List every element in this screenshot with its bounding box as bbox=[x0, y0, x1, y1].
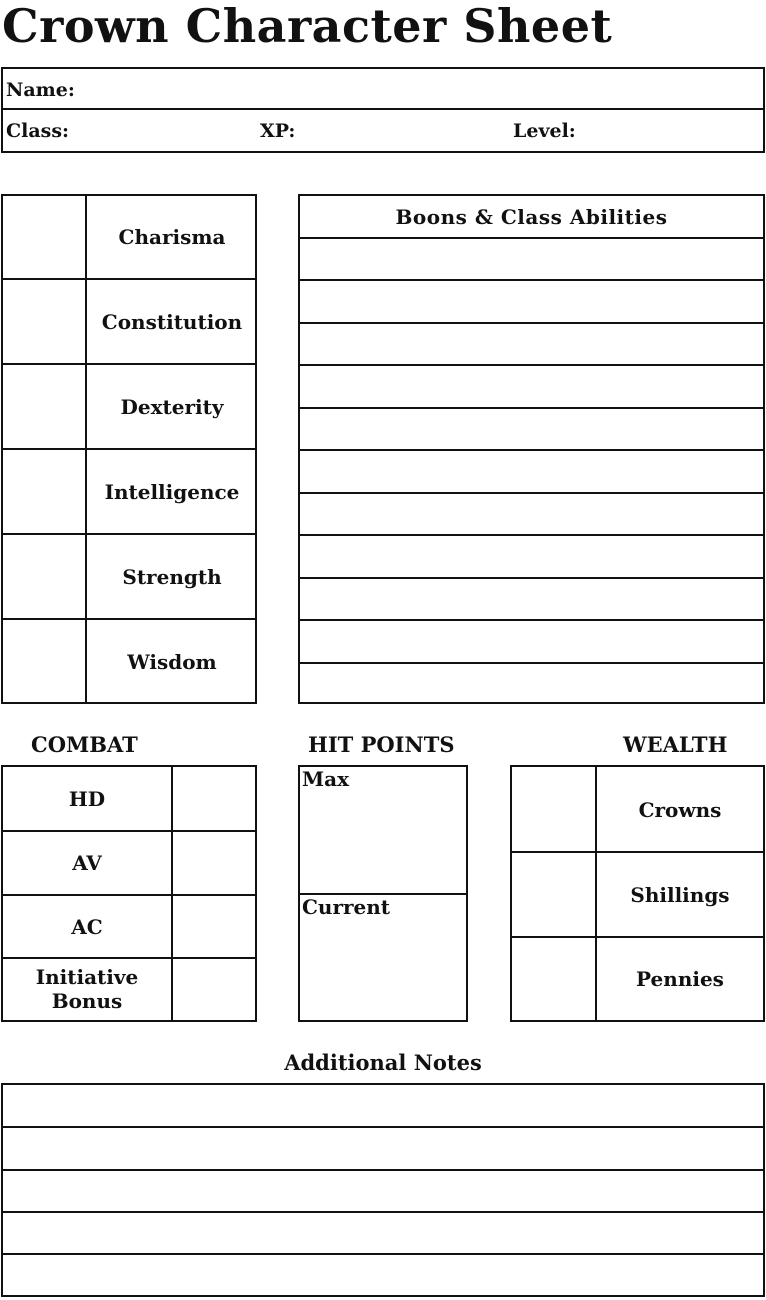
boons-line bbox=[300, 407, 763, 409]
boons-title: Boons & Class Abilities bbox=[395, 205, 668, 229]
boons-line bbox=[300, 279, 763, 281]
wealth-table bbox=[510, 765, 765, 1022]
hd-value[interactable] bbox=[173, 767, 257, 830]
attribute-label-dexterity: Dexterity bbox=[120, 394, 224, 419]
wealth-label-pennies: Pennies bbox=[636, 967, 724, 991]
combat-label-av: AV bbox=[72, 850, 102, 875]
combat-table bbox=[1, 765, 257, 1022]
name-field[interactable] bbox=[3, 69, 763, 110]
notes-line bbox=[3, 1126, 763, 1128]
constitution-score[interactable] bbox=[3, 280, 85, 362]
intelligence-score[interactable] bbox=[3, 450, 85, 532]
crowns-value[interactable] bbox=[512, 767, 595, 851]
notes-box[interactable] bbox=[1, 1083, 765, 1297]
attribute-label-wisdom: Wisdom bbox=[127, 649, 217, 674]
name-label: Name: bbox=[6, 79, 75, 101]
hp-current-label: Current bbox=[302, 895, 391, 919]
hp-current-field[interactable] bbox=[300, 919, 466, 1019]
av-value[interactable] bbox=[173, 831, 257, 894]
hp-max-field[interactable] bbox=[300, 791, 466, 891]
class-row bbox=[3, 110, 763, 151]
combat-label-ac: AC bbox=[71, 914, 103, 939]
hit-points-title: HIT POINTS bbox=[308, 732, 455, 757]
notes-title: Additional Notes bbox=[284, 1050, 482, 1075]
boons-line bbox=[300, 577, 763, 579]
boons-line bbox=[300, 449, 763, 451]
xp-label: XP: bbox=[260, 120, 296, 142]
attribute-label-intelligence: Intelligence bbox=[104, 479, 240, 504]
combat-label-hd: HD bbox=[68, 786, 106, 811]
level-label: Level: bbox=[513, 120, 576, 142]
boons-line bbox=[300, 662, 763, 664]
boons-line bbox=[300, 237, 763, 239]
boons-line bbox=[300, 322, 763, 324]
strength-score[interactable] bbox=[3, 535, 85, 617]
shillings-value[interactable] bbox=[512, 853, 595, 936]
attribute-label-charisma: Charisma bbox=[118, 224, 226, 249]
attribute-label-strength: Strength bbox=[122, 564, 222, 589]
combat-label-initiative: Initiative Bonus bbox=[35, 965, 139, 1013]
wealth-title: WEALTH bbox=[623, 732, 728, 757]
boons-line bbox=[300, 364, 763, 366]
boons-table bbox=[298, 194, 765, 704]
ac-value[interactable] bbox=[173, 895, 257, 958]
hp-max-label: Max bbox=[302, 767, 350, 791]
notes-line bbox=[3, 1211, 763, 1213]
identity-block bbox=[1, 67, 765, 153]
boons-line bbox=[300, 619, 763, 621]
boons-line bbox=[300, 534, 763, 536]
wealth-label-shillings: Shillings bbox=[630, 883, 730, 907]
pennies-value[interactable] bbox=[512, 938, 595, 1020]
hit-points-box bbox=[298, 765, 468, 1022]
boons-line bbox=[300, 492, 763, 494]
class-label: Class: bbox=[6, 120, 70, 142]
wealth-label-crowns: Crowns bbox=[638, 798, 722, 822]
attributes-table bbox=[1, 194, 257, 704]
wisdom-score[interactable] bbox=[3, 620, 85, 702]
page-title: Crown Character Sheet bbox=[2, 0, 613, 53]
notes-line bbox=[3, 1253, 763, 1255]
attribute-label-constitution: Constitution bbox=[101, 309, 243, 334]
combat-title: COMBAT bbox=[31, 732, 138, 757]
initiative-value[interactable] bbox=[173, 958, 257, 1020]
dexterity-score[interactable] bbox=[3, 365, 85, 447]
charisma-score[interactable] bbox=[3, 196, 85, 278]
notes-line bbox=[3, 1169, 763, 1171]
